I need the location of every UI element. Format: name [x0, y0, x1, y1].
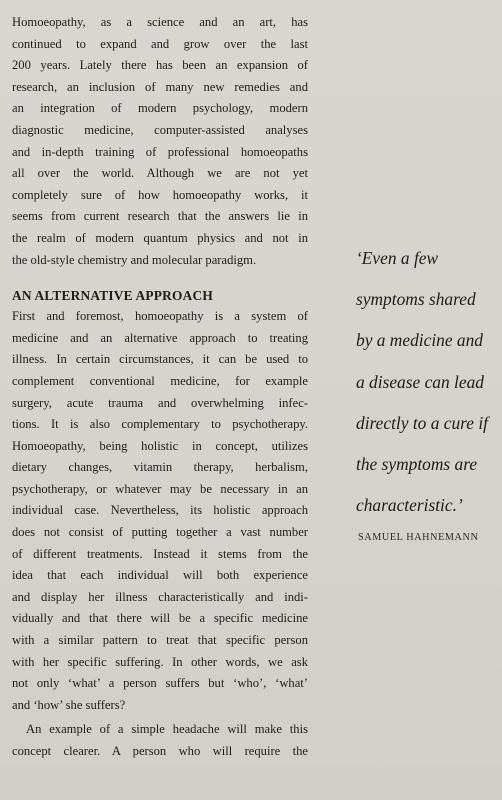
quote-line: symptoms shared: [356, 289, 476, 310]
text-line: individual case. Nevertheless, its holistic approach: [12, 503, 308, 518]
text-line: psychotherapy, or whatever may be necessary in an: [12, 481, 308, 496]
text-line: vidually and that there will be a specific medicine: [12, 611, 308, 626]
text-line: the old-style chemistry and molecular paradigm.: [12, 252, 257, 267]
text-line: with a similar pattern to treat that specific person: [12, 633, 308, 648]
quote-line: ‘Even a few: [356, 248, 439, 268]
text-line: concept clearer. A person who will require the: [12, 744, 308, 758]
text-line: complement conventional medicine, for example: [12, 373, 308, 388]
text-line: and ‘how’ she suffers?: [12, 697, 126, 712]
main-text-column: [12, 12, 308, 763]
text-line: dietary changes, vitamin therapy, herbalism,: [12, 460, 308, 475]
pull-quote: [356, 238, 502, 526]
text-line: of different treatments. Instead it stems from the: [12, 546, 308, 561]
quote-line: by a medicine and: [356, 330, 484, 351]
text-line: An example of a simple headache will make this: [26, 722, 308, 737]
text-line: tions. It is also complementary to psychotherapy.: [12, 417, 308, 432]
text-line: seems from current research that the answers lie in: [12, 209, 308, 224]
text-line: Homoeopathy, being holistic in concept, utilizes: [12, 438, 308, 453]
pull-quote-column: [356, 238, 502, 543]
quote-attribution: SAMUEL HAHNEMANN: [358, 532, 479, 544]
quote-line: a disease can lead: [356, 371, 484, 392]
section-heading: AN ALTERNATIVE APPROACH: [12, 288, 214, 304]
quote-line: the symptoms are: [356, 454, 478, 475]
text-line: the realm of modern quantum physics and not in: [12, 230, 308, 245]
text-line: all over the world. Although we are not yet: [12, 166, 308, 181]
text-line: surgery, acute trauma and overwhelming infec-: [12, 395, 308, 410]
text-line: medicine and an alternative approach to treating: [12, 330, 308, 345]
text-line: research, an inclusion of many new remedies and: [12, 79, 308, 94]
text-line: continued to expand and grow over the last: [12, 36, 308, 51]
intro-paragraph: [12, 12, 308, 271]
text-line: completely sure of how homoeopathy works, it: [12, 187, 308, 202]
text-line: an integration of modern psychology, modern: [12, 101, 308, 116]
text-line: illness. In certain circumstances, it can be used to: [12, 352, 308, 367]
section-paragraph-1: [12, 306, 308, 716]
text-line: 200 years. Lately there has been an expansion of: [12, 58, 308, 73]
text-line: and display her illness characteristically and indi-: [12, 589, 308, 604]
text-line: First and foremost, homoeopathy is a system of: [12, 309, 308, 324]
text-line: not only ‘what’ a person suffers but ‘who’, ‘what’: [12, 676, 308, 691]
text-line: idea that each individual will both experience: [12, 568, 308, 583]
section-paragraph-2: [12, 719, 308, 762]
text-line: does not consist of putting together a vast number: [12, 525, 308, 540]
quote-line: characteristic.’: [356, 495, 463, 516]
text-line: diagnostic medicine, computer-assisted analyses: [12, 122, 308, 137]
quote-line: directly to a cure if: [356, 412, 489, 433]
text-line: and in-depth training of professional homoeopaths: [12, 144, 308, 159]
text-line: Homoeopathy, as a science and an art, has: [12, 15, 308, 29]
text-line: with her specific suffering. In other words, we ask: [12, 654, 308, 669]
